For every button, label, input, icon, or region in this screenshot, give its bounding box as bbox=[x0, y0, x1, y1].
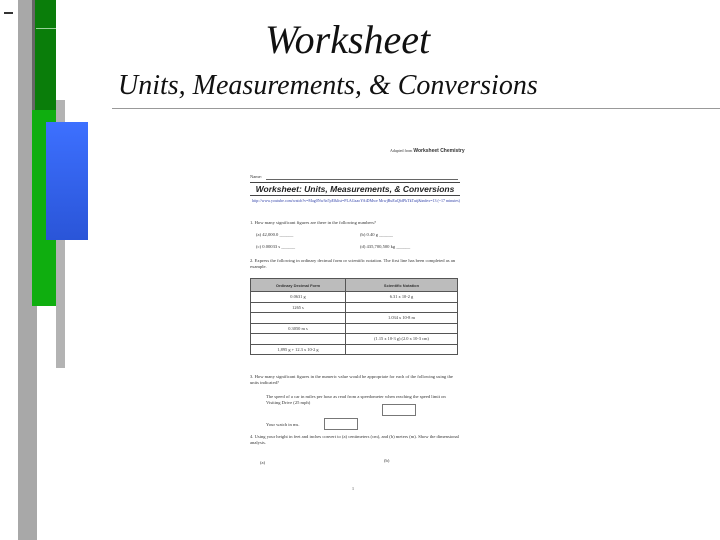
table-cell: 1,895 g + 12.3 x 10-2 g bbox=[251, 344, 346, 355]
table-row bbox=[251, 344, 458, 355]
question-1a: (a) 42,000.0 ______ bbox=[256, 232, 294, 237]
table-row bbox=[251, 292, 458, 303]
table-cell: 6.31 x 10-2 g bbox=[345, 292, 457, 303]
table-row bbox=[251, 302, 458, 313]
question-1: 1. How many significant figures are there in the following numbers? bbox=[250, 220, 376, 225]
question-4: 4. Using your height in feet and inches convert to (a) centimeters (cm), and (b) meters (m). Show the dimensional analysis. bbox=[250, 434, 459, 445]
corner-mark bbox=[4, 12, 13, 14]
question-1c: (c) 0.00033 s ______ bbox=[256, 244, 296, 249]
title-divider bbox=[112, 108, 720, 109]
table-row bbox=[251, 313, 458, 324]
video-link: http://www.youtube.com/watch?v=Mag0Nw3n7pE&list=PLAGzaoYAtDMwe MrwjBuEuQbfPkTkTutj&index=13 (~17 minutes) bbox=[252, 198, 460, 203]
answer-box bbox=[324, 418, 358, 430]
question-3-watch: Your watch in ms. bbox=[266, 422, 300, 427]
slide-title: Worksheet bbox=[265, 17, 431, 62]
page-number: 1 bbox=[352, 486, 354, 491]
worksheet-image bbox=[248, 142, 466, 502]
question-3: 3. How many significant figures in the numeric value would be appropriate for each of the following using the units indicated? bbox=[250, 374, 453, 385]
worksheet-attribution bbox=[390, 148, 465, 154]
table-cell: 0.3050 m s bbox=[251, 323, 346, 334]
left-dark-green-bar bbox=[32, 0, 56, 110]
question-1d: (d) 435,700,500 kg ______ bbox=[360, 244, 411, 249]
table-header-row bbox=[251, 279, 458, 292]
name-label: Name: bbox=[250, 174, 262, 179]
attribution-source: Worksheet Chemistry bbox=[413, 148, 465, 154]
name-line bbox=[266, 179, 458, 180]
table-row bbox=[251, 323, 458, 334]
question-4a: (a) bbox=[260, 460, 266, 465]
table-cell: (1.15 x 10-3 g) (2.0 x 10-3 cm) bbox=[345, 334, 457, 345]
table-cell bbox=[251, 313, 346, 324]
left-blue-bar bbox=[46, 122, 88, 240]
table-cell bbox=[345, 344, 457, 355]
slide-subtitle: Units, Measurements, & Conversions bbox=[118, 70, 538, 101]
question-1b: (b) 0.40 g ______ bbox=[360, 232, 393, 237]
table-cell bbox=[251, 334, 346, 345]
worksheet-heading: Worksheet: Units, Measurements, & Conversions bbox=[250, 182, 460, 196]
table-row bbox=[251, 334, 458, 345]
question-4b: (b) bbox=[384, 458, 390, 463]
table-cell: 0.0631 g bbox=[251, 292, 346, 303]
notation-table bbox=[250, 278, 458, 355]
table-cell: 1265 s bbox=[251, 302, 346, 313]
table-header: Scientific Notation bbox=[345, 279, 457, 292]
question-3-speed: The speed of a car in miles per hour as read from a speedometer when reaching the speed limit on Visiting Drive (25 mph) bbox=[266, 394, 446, 405]
left-dark-stripe bbox=[32, 0, 35, 110]
table-cell: 1.034 x 10-8 m bbox=[345, 313, 457, 324]
attribution-prefix: Adapted from bbox=[390, 148, 413, 153]
table-cell bbox=[345, 323, 457, 334]
green-tick bbox=[36, 28, 56, 29]
table-cell bbox=[345, 302, 457, 313]
answer-box bbox=[382, 404, 416, 416]
table-header: Ordinary Decimal Form bbox=[251, 279, 346, 292]
question-2: 2. Express the following in ordinary decimal form or scientific notation. The first line has been completed as an example. bbox=[250, 258, 456, 269]
